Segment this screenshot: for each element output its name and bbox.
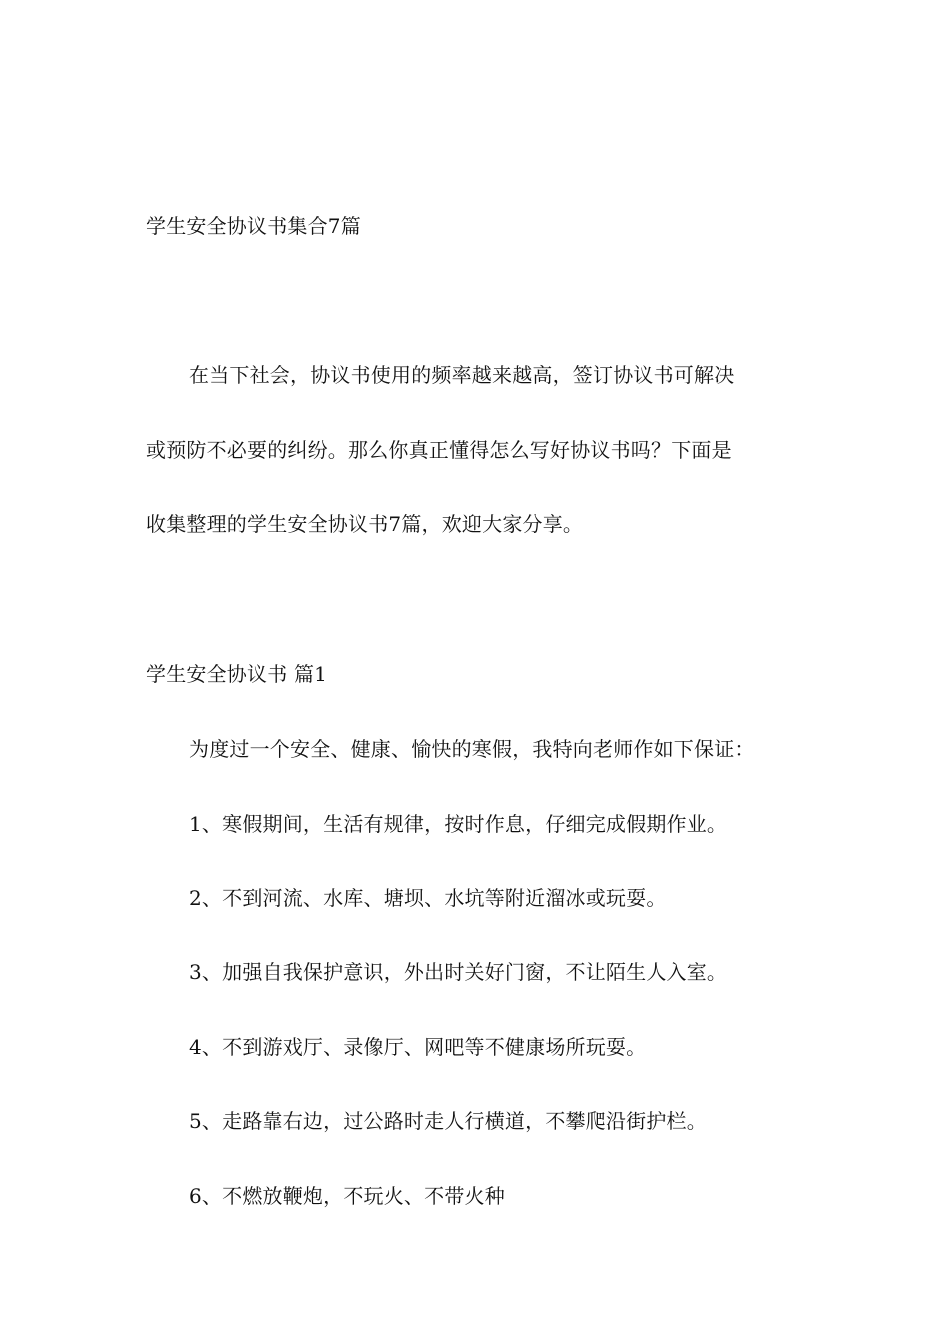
list-item-1: 1、寒假期间，生活有规律，按时作息，仔细完成假期作业。: [189, 812, 728, 836]
intro-line-1: 在当下社会，协议书使用的频率越来越高，签订协议书可解决: [189, 363, 735, 387]
list-item-3: 3、加强自我保护意识，外出时关好门窗，不让陌生人入室。: [189, 960, 728, 984]
list-item-5: 5、走路靠右边，过公路时走人行横道，不攀爬沿街护栏。: [189, 1109, 707, 1133]
section-heading: 学生安全协议书 篇1: [146, 662, 328, 686]
list-item-6: 6、不燃放鞭炮，不玩火、不带火种: [189, 1184, 505, 1208]
section-intro: 为度过一个安全、健康、愉快的寒假，我特向老师作如下保证：: [189, 737, 755, 761]
list-item-2: 2、不到河流、水库、塘坝、水坑等附近溜冰或玩耍。: [189, 886, 667, 910]
document-title: 学生安全协议书集合7篇: [146, 214, 361, 238]
intro-line-3: 收集整理的学生安全协议书7篇，欢迎大家分享。: [146, 512, 584, 536]
list-item-4: 4、不到游戏厅、录像厅、网吧等不健康场所玩耍。: [189, 1035, 647, 1059]
intro-line-2: 或预防不必要的纠纷。那么你真正懂得怎么写好协议书吗？下面是: [146, 438, 732, 462]
